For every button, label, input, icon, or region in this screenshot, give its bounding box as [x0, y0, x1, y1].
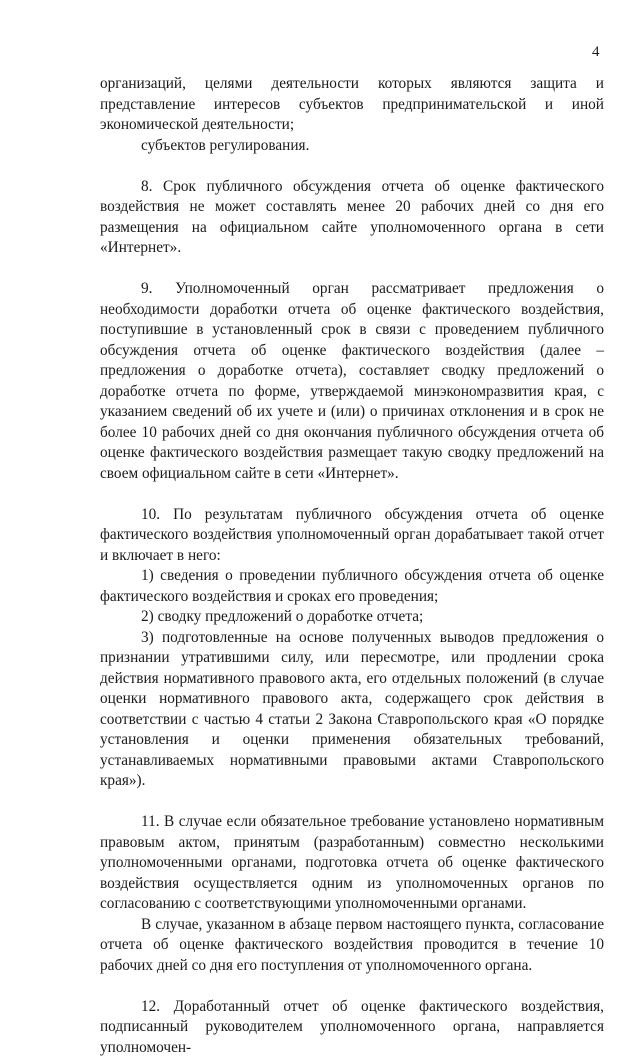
- paragraph-subjects: субъектов регулирования.: [100, 136, 604, 157]
- paragraph-10: 10. По результатам публичного обсуждения отчета об оценке фактического воздействия уполномоченный орган дорабатывает такой отчет и включает в него:: [100, 505, 604, 567]
- paragraph-10-item-2: 2) сводку предложений о доработке отчета;: [100, 607, 604, 628]
- page-number: 4: [592, 42, 600, 62]
- document-body: [100, 74, 604, 1058]
- paragraph-9: 9. Уполномоченный орган рассматривает предложения о необходимости доработки отчета об оценке фактического воздействия, поступившие в установленный срок в связи с проведением публичного обсуждения отчета об оценке фактического воздействия (далее – предложения о доработке отчета), составляет сводку предложений о доработке отчета по форме, утверждаемой минэкономразвития края, с указанием сведений об их учете и (или) о причинах отклонения и в срок не более 10 рабочих дней со дня окончания публичного обсуждения отчета об оценке фактического воздействия размещает такую сводку предложений на своем официальном сайте в сети «Интернет».: [100, 279, 604, 484]
- paragraph-continuation: организаций, целями деятельности которых являются защита и представление интересов субъектов предпринимательской и иной экономической деятельности;: [100, 74, 604, 136]
- paragraph-11: 11. В случае если обязательное требование установлено нормативным правовым актом, принятым (разработанным) совместно несколькими уполномоченными органами, подготовка отчета об оценке фактического воздействия осуществляется одним из уполномоченных органов по согласованию с соответствующими уполномоченными органами.: [100, 812, 604, 915]
- paragraph-12: 12. Доработанный отчет об оценке фактического воздействия, подписанный руководителем уполномоченного органа, направляется уполномочен-: [100, 997, 604, 1058]
- paragraph-10-item-3: 3) подготовленные на основе полученных выводов предложения о признании утратившими силу, или пересмотре, или продлении срока действия нормативного правового акта, его отдельных положений (в случае оценки нормативного правового акта, содержащего срок действия в соответствии с частью 4 статьи 2 Закона Ставропольского края «О порядке установления и оценки применения обязательных требований, устанавливаемых нормативными правовыми актами Ставропольского края»).: [100, 628, 604, 792]
- paragraph-8: 8. Срок публичного обсуждения отчета об оценке фактического воздействия не может составлять менее 20 рабочих дней со дня его размещения на официальном сайте уполномоченного органа в сети «Интернет».: [100, 177, 604, 259]
- paragraph-10-item-1: 1) сведения о проведении публичного обсуждения отчета об оценке фактического воздействия и сроках его проведения;: [100, 566, 604, 607]
- paragraph-11-second: В случае, указанном в абзаце первом настоящего пункта, согласование отчета об оценке фактического воздействия проводится в течение 10 рабочих дней со дня его поступления от уполномоченного органа.: [100, 915, 604, 977]
